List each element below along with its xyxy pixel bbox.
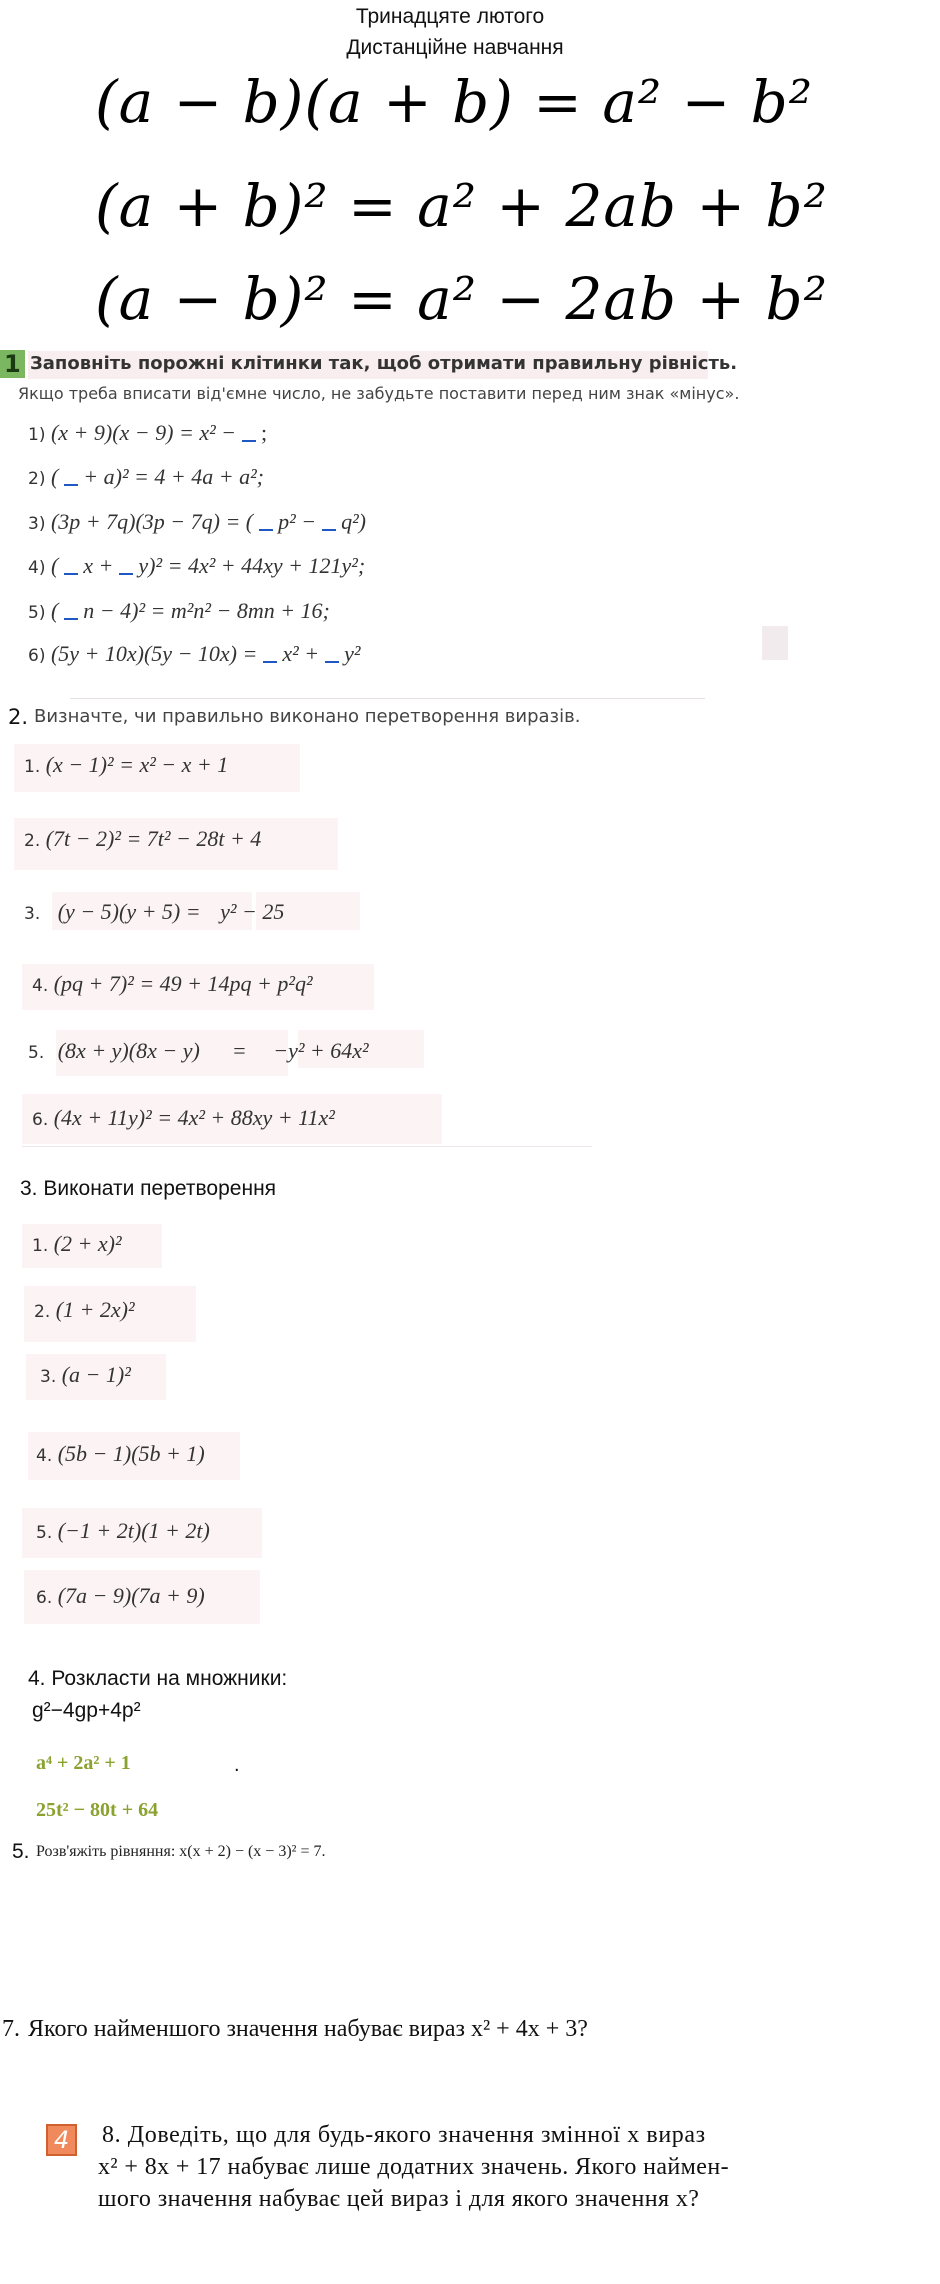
item-expression: (x − 1)² = x² − x + 1 bbox=[45, 752, 229, 777]
item-expression-start: (3p + 7q)(3p − 7q) = ( bbox=[50, 509, 254, 534]
task2-item-6 bbox=[32, 1105, 335, 1131]
item-number: 1. bbox=[32, 1236, 49, 1256]
item-expression: (7t − 2)² = 7t² − 28t + 4 bbox=[45, 826, 262, 851]
item-number: 2) bbox=[28, 469, 46, 489]
task3-item-3 bbox=[40, 1362, 131, 1388]
task1-item-2 bbox=[28, 464, 264, 490]
item-expression-mid: x² + bbox=[282, 641, 325, 666]
task8-badge: 4 bbox=[46, 2124, 77, 2156]
item-expression-start: (5y + 10x)(5y − 10x) = bbox=[50, 641, 263, 666]
item-expression: (2 + x)² bbox=[53, 1231, 122, 1256]
task3-item-1 bbox=[32, 1231, 122, 1257]
formula-square-of-sum: (a + b)² = a² + 2ab + b² bbox=[95, 172, 828, 240]
item-number: 3. bbox=[24, 904, 41, 924]
task2-item-1 bbox=[24, 752, 228, 778]
item-number: 3) bbox=[28, 514, 46, 534]
item-number: 5. bbox=[28, 1043, 45, 1063]
task3-title: 3. Виконати перетворення bbox=[20, 1177, 277, 1200]
task2-item-3 bbox=[24, 899, 284, 925]
answer-blank[interactable] bbox=[259, 511, 273, 531]
item-expression-start: ( bbox=[50, 464, 64, 489]
item-number: 4. bbox=[32, 976, 49, 996]
task1-item-3 bbox=[28, 509, 366, 535]
item-expression: (1 + 2x)² bbox=[55, 1297, 135, 1322]
item-tail: ; bbox=[261, 420, 268, 445]
item-number: 2. bbox=[34, 1302, 51, 1322]
item-expression-mid: p² − bbox=[278, 509, 322, 534]
item-expression-end: n − 4)² = m²n² − 8mn + 16; bbox=[83, 598, 330, 623]
answer-blank[interactable] bbox=[263, 643, 277, 663]
answer-blank[interactable] bbox=[119, 555, 133, 575]
item-expression-end: q²) bbox=[341, 509, 366, 534]
task7-text: Якого найменшого значення набуває вираз x² + 4x + 3? bbox=[28, 2016, 588, 2042]
item-expression-end: + a)² = 4 + 4a + a²; bbox=[83, 464, 265, 489]
task1-item-5 bbox=[28, 598, 330, 624]
task8-line-1: 8. Доведіть, що для будь-якого значення змінної x вираз bbox=[102, 2122, 706, 2148]
task5-number: 5. bbox=[12, 1840, 30, 1863]
item-expression-start: ( bbox=[50, 553, 64, 578]
task3-item-6 bbox=[36, 1583, 205, 1609]
formula-difference-of-squares: (a − b)(a + b) = a² − b² bbox=[95, 68, 814, 136]
page-title: Тринадцяте лютого bbox=[355, 5, 545, 28]
answer-blank[interactable] bbox=[64, 466, 78, 486]
task3-item-2 bbox=[34, 1297, 135, 1323]
task1-item-6 bbox=[28, 641, 360, 667]
item-number: 3. bbox=[40, 1367, 57, 1387]
item-number: 2. bbox=[24, 831, 41, 851]
answer-blank[interactable] bbox=[242, 422, 256, 442]
item-equals: = bbox=[233, 1038, 246, 1063]
item-expression-end: y)² = 4x² + 44xy + 121y²; bbox=[138, 553, 366, 578]
task2-item-2 bbox=[24, 826, 261, 852]
page-subtitle: Дистанційне навчання bbox=[346, 36, 564, 59]
answer-blank[interactable] bbox=[325, 643, 339, 663]
task4-expression-1: g²−4gp+4p² bbox=[32, 1699, 141, 1722]
decorative-square bbox=[762, 626, 788, 660]
task4-expression-2: a⁴ + 2a² + 1 bbox=[36, 1752, 131, 1774]
task1-note: Якщо треба вписати від'ємне число, не забудьте поставити перед ним знак «мінус». bbox=[18, 384, 740, 403]
item-number: 5. bbox=[36, 1523, 53, 1543]
task2-title: Визначте, чи правильно виконано перетворення виразів. bbox=[34, 706, 581, 727]
item-number: 5) bbox=[28, 603, 46, 623]
task1-item-1 bbox=[28, 420, 267, 446]
divider-line bbox=[22, 1146, 592, 1147]
task3-item-4 bbox=[36, 1441, 205, 1467]
item-number: 1) bbox=[28, 425, 46, 445]
item-left-expression: (y − 5)(y + 5) = bbox=[57, 899, 201, 924]
item-expression: (7a − 9)(7a + 9) bbox=[57, 1583, 205, 1608]
item-expression: (4x + 11y)² = 4x² + 88xy + 11x² bbox=[53, 1105, 335, 1130]
task1-title: Заповніть порожні клітинки так, щоб отримати правильну рівність. bbox=[30, 353, 738, 374]
task1-item-4 bbox=[28, 553, 365, 579]
task2-item-5 bbox=[28, 1038, 369, 1064]
item-number: 6. bbox=[36, 1588, 53, 1608]
task2-item-4 bbox=[32, 971, 313, 997]
item-expression-end: y² bbox=[344, 641, 361, 666]
item-expression: (x + 9)(x − 9) = x² − bbox=[50, 420, 242, 445]
item-expression-start: ( bbox=[50, 598, 64, 623]
item-expression-mid: x + bbox=[83, 553, 119, 578]
item-number: 4) bbox=[28, 558, 46, 578]
item-right-expression: y² − 25 bbox=[220, 899, 285, 924]
divider-line bbox=[70, 698, 705, 699]
item-expression: (−1 + 2t)(1 + 2t) bbox=[57, 1518, 210, 1543]
task1-number-badge: 1 bbox=[0, 350, 25, 378]
task4-title: 4. Розкласти на множники: bbox=[28, 1667, 288, 1690]
answer-blank[interactable] bbox=[322, 511, 336, 531]
item-number: 1. bbox=[24, 757, 41, 777]
item-expression: (pq + 7)² = 49 + 14pq + p²q² bbox=[53, 971, 313, 996]
task4-dot: . bbox=[234, 1754, 240, 1776]
item-number: 4. bbox=[36, 1446, 53, 1466]
item-right-expression: −y² + 64x² bbox=[273, 1038, 369, 1063]
answer-blank[interactable] bbox=[64, 555, 78, 575]
task7-number: 7. bbox=[2, 2016, 20, 2042]
task5-text: Розв'яжіть рівняння: x(x + 2) − (x − 3)² = 7. bbox=[36, 1843, 326, 1860]
item-expression: (a − 1)² bbox=[61, 1362, 131, 1387]
task8-line-3: шого значення набуває цей вираз і для якого значення x? bbox=[98, 2186, 700, 2212]
answer-blank[interactable] bbox=[64, 600, 78, 620]
task2-number: 2. bbox=[8, 705, 29, 729]
item-number: 6) bbox=[28, 646, 46, 666]
item-left-expression: (8x + y)(8x − y) bbox=[57, 1038, 200, 1063]
task8-line-2: x² + 8x + 17 набуває лише додатних значень. Якого наймен- bbox=[98, 2154, 729, 2180]
task4-expression-3: 25t² − 80t + 64 bbox=[36, 1799, 159, 1821]
formula-square-of-difference: (a − b)² = a² − 2ab + b² bbox=[95, 265, 828, 333]
task3-item-5 bbox=[36, 1518, 210, 1544]
item-number: 6. bbox=[32, 1110, 49, 1130]
item-expression: (5b − 1)(5b + 1) bbox=[57, 1441, 205, 1466]
